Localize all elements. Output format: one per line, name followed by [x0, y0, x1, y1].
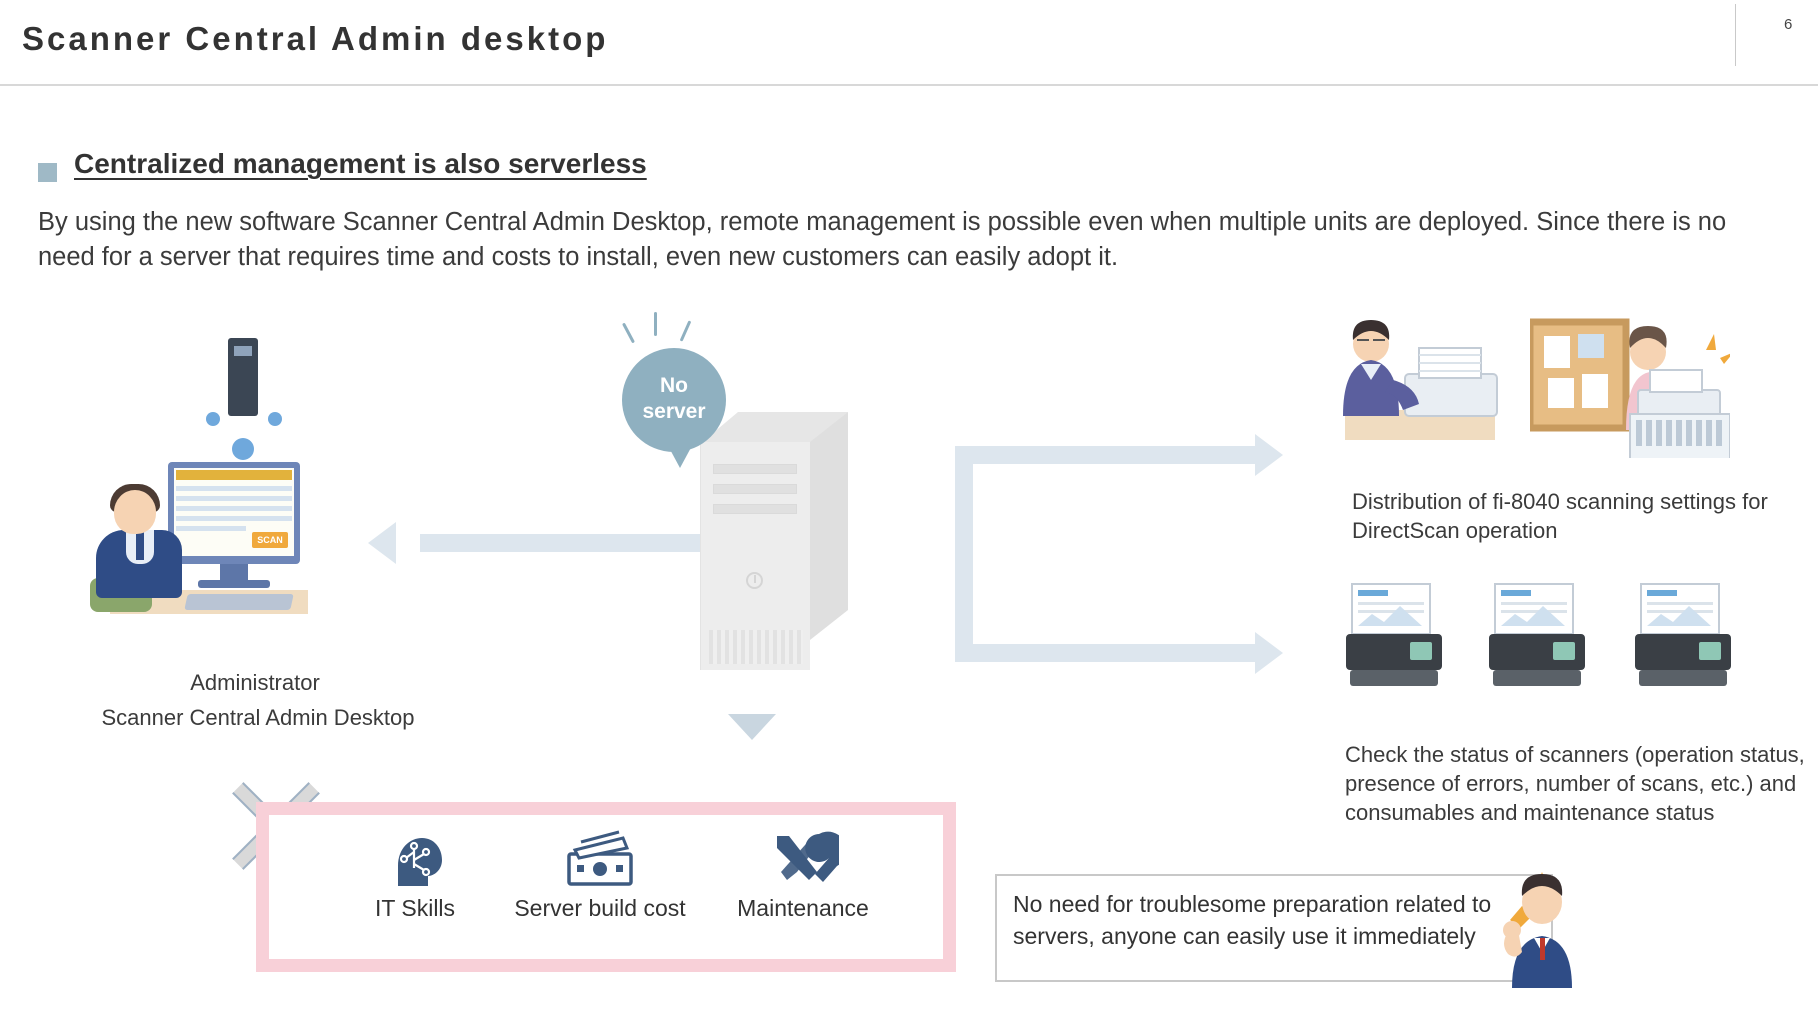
slide-header: [0, 0, 1818, 86]
not-needed-item-label: Server build cost: [514, 895, 686, 921]
server-bay: [713, 484, 797, 494]
arrow-left-head: [368, 522, 396, 564]
callout-box: No need for troublesome preparation related to servers, anyone can easily use it immediately: [995, 874, 1553, 982]
arrow-right-stem: [955, 446, 973, 662]
header-divider: [1735, 4, 1736, 66]
spark-icon: [680, 320, 692, 341]
arrow-right-top-head: [1255, 434, 1283, 476]
money-icon: [561, 828, 639, 890]
right-caption-1: Distribution of fi-8040 scanning settings for DirectScan operation: [1352, 489, 1768, 543]
server-bay: [713, 504, 797, 514]
not-needed-item-label: Maintenance: [737, 895, 869, 921]
right-caption-2: Check the status of scanners (operation status, presence of errors, number of scans, etc.) and consumables and maintenance status: [1345, 742, 1805, 825]
monitor-base: [198, 580, 270, 588]
tools-icon: [767, 828, 839, 890]
scanner-icon: [1629, 582, 1749, 702]
arrow-right-bottom-line: [955, 644, 1255, 662]
user-with-scanner-illustration: [1335, 318, 1515, 448]
arrow-right-top-line: [955, 446, 1255, 464]
server-illustration: [700, 412, 848, 670]
arrow-right-bottom-head: [1255, 632, 1283, 674]
spark-icon: [622, 323, 635, 344]
server-front-face: [700, 442, 810, 670]
section-bullet-icon: [38, 163, 57, 182]
not-needed-item: [718, 828, 888, 922]
thumbs-up-person-illustration: [1490, 868, 1600, 998]
admin-caption-line-2: Scanner Central Admin Desktop: [101, 705, 415, 730]
pc-tower-icon: [228, 338, 258, 416]
administrator-illustration: [90, 462, 330, 642]
spark-icon: [654, 312, 657, 336]
server-vent: [709, 630, 803, 664]
not-needed-item: [355, 828, 475, 922]
section-body-text: By using the new software Scanner Central Admin Desktop, remote management is possible even when multiple units are deployed. Since there is no need for a server that requires time and costs to install, even new customers can easily adopt it.: [38, 208, 1727, 271]
server-side-face: [810, 412, 848, 640]
admin-caption-line-1: Administrator: [190, 670, 320, 695]
page-number: 6: [1784, 16, 1793, 33]
user-with-scanner-cork-illustration: [1530, 318, 1730, 458]
no-server-line-1: No: [660, 374, 688, 397]
server-bay: [713, 464, 797, 474]
scanner-icon: [1483, 582, 1603, 702]
section-heading: Centralized management is also serverless: [74, 148, 647, 179]
scanner-icon: [1340, 582, 1460, 702]
keyboard: [184, 594, 293, 610]
scan-badge: SCAN: [252, 532, 288, 548]
page-title: Scanner Central Admin desktop: [22, 20, 609, 57]
not-needed-item-label: IT Skills: [374, 895, 456, 921]
screen-titlebar: [176, 470, 292, 480]
arrow-down-head: [728, 714, 776, 740]
person-tie: [136, 532, 144, 560]
no-server-line-2: server: [642, 400, 706, 423]
power-button-icon: [746, 572, 763, 589]
not-needed-item: [500, 828, 700, 922]
person-head: [114, 490, 156, 534]
no-server-badge: [622, 348, 726, 452]
brain-head-icon: [384, 828, 446, 890]
